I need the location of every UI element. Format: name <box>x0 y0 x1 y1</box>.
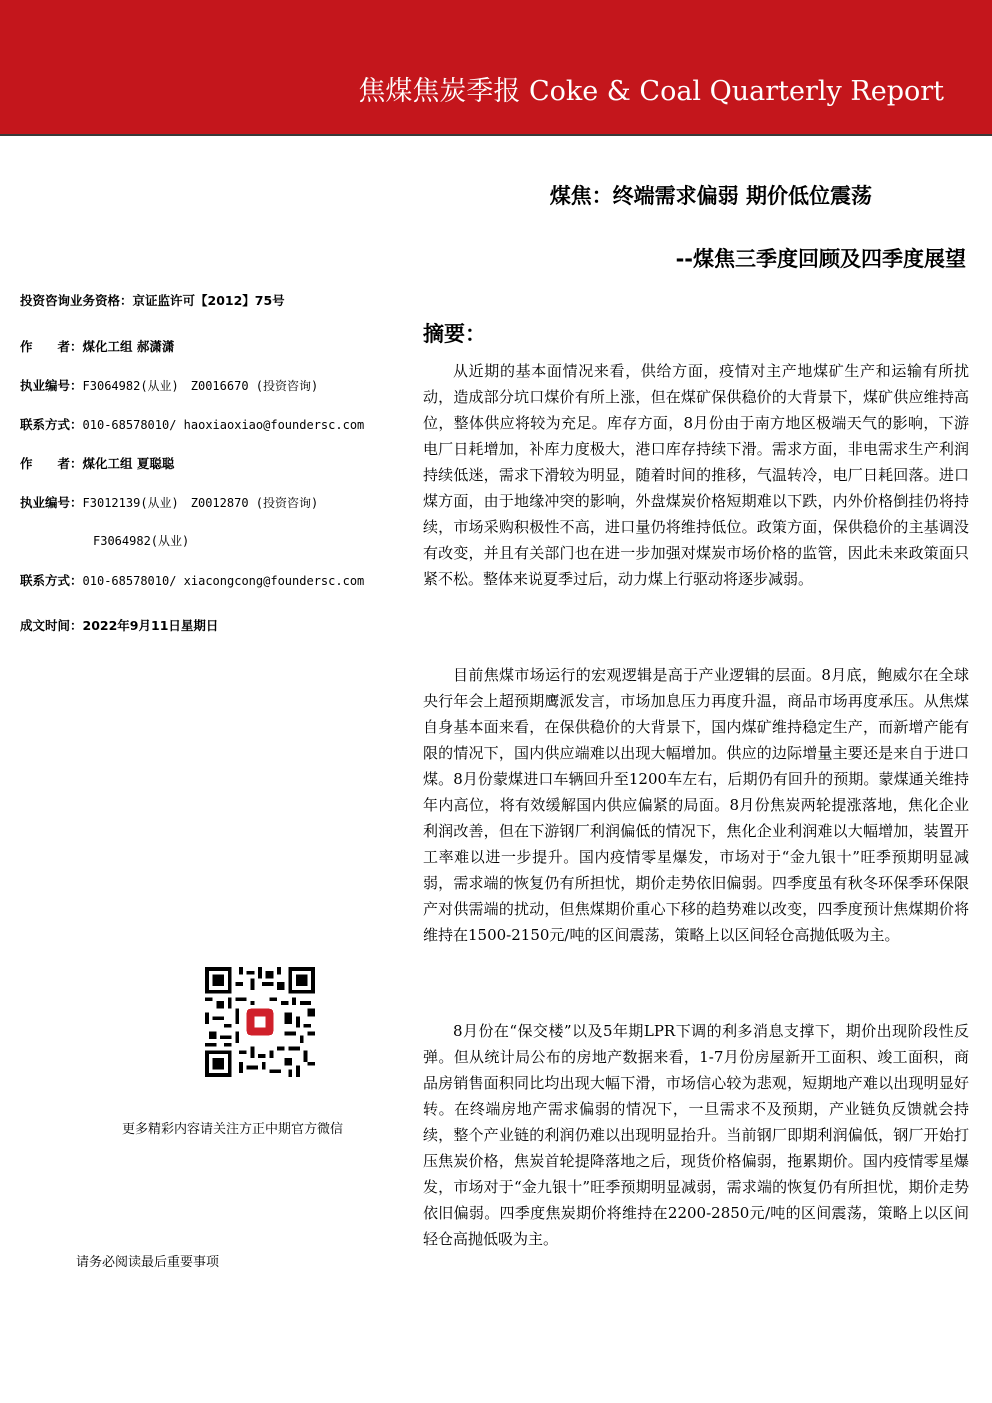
contact1-value: 010-68578010/ haoxiaoxiao@foundersc.com <box>82 418 365 432</box>
reg1-value: F3064982(从业) Z0016670 (投资咨询) <box>82 379 319 393</box>
qr-caption: 更多精彩内容请关注方正中期官方微信 <box>122 1122 344 1137</box>
summary-paragraph-3: 8月份在“保交楼”以及5年期LPR下调的利多消息支撑下，期价出现阶段性反弹。但从统计局公布的房地产数据来看，1-7月份房屋新开工面积、竣工面积，商品房销售面积同比均出现大幅下滑，市场信心较为悲观，短期地产难以出现明显好转。在终端房地产需求偏弱的情况下，一旦需求不及预期，产业链负反馈就会持续，整个产业链的利润仍难以出现明显抬升。当前钢厂即期利润偏低，钢厂开始打压焦炭价格，焦炭首轮提降落地之后，现货价格偏弱，拖累期价。国内疫情零星爆发，市场对于“金九银十”旺季预期明显减弱，需求端的恢复仍有所担忧，期价走势依旧偏弱。四季度焦炭期价将维持在2200-2850元/吨的区间震荡，策略上以区间轻仓高抛低吸为主。 <box>423 1022 969 1248</box>
author2-line <box>20 454 174 472</box>
license-line <box>20 291 285 309</box>
header-banner <box>0 0 992 136</box>
author1-line <box>20 337 174 355</box>
summary-title: 摘要： <box>423 322 486 346</box>
reg2-value: F3012139(从业) Z0012870 (投资咨询) <box>82 496 319 510</box>
reg1-label: 执业编号： <box>20 378 83 393</box>
contact1-line <box>20 415 364 433</box>
date-line <box>20 616 218 634</box>
wechat-qr-code-icon <box>205 967 315 1077</box>
report-series-title: 焦煤焦炭季报 Coke & Coal Quarterly Report <box>358 76 944 107</box>
date-label: 成文时间： <box>20 618 83 633</box>
contact2-label: 联系方式： <box>20 573 83 588</box>
report-headline: 煤焦：终端需求偏弱 期价低位震荡 <box>549 184 872 208</box>
contact2-value: 010-68578010/ xiacongcong@foundersc.com <box>82 574 365 588</box>
author2-label: 作 者： <box>20 456 83 471</box>
author2-value: 煤化工组 夏聪聪 <box>82 456 175 471</box>
reg2-line <box>20 493 318 511</box>
report-subheadline: --煤焦三季度回顾及四季度展望 <box>675 247 966 271</box>
contact2-line <box>20 571 364 589</box>
author1-value: 煤化工组 郝潇潇 <box>82 339 175 354</box>
summary-paragraph-2: 目前焦煤市场运行的宏观逻辑是高于产业逻辑的层面。8月底，鲍威尔在全球央行年会上超预期鹰派发言，市场加息压力再度升温，商品市场再度承压。从焦煤自身基本面来看，在保供稳价的大背景下，国内煤矿维持稳定生产，而新增产能有限的情况下，国内供应端难以出现大幅增加。供应的边际增量主要还是来自于进口煤。8月份蒙煤进口车辆回升至1200车左右，后期仍有回升的预期。蒙煤通关维持年内高位，将有效缓解国内供应偏紧的局面。8月份焦炭两轮提涨落地，焦化企业利润改善，但在下游钢厂利润偏低的情况下，焦化企业利润难以大幅增加，装置开工率难以进一步提升。国内疫情零星爆发，市场对于“金九银十”旺季预期明显减弱，需求端的恢复仍有所担忧，期价走势依旧偏弱。四季度虽有秋冬环保季环保限产对供需端的扰动，但焦煤期价重心下移的趋势难以改变，四季度预计焦煤期价将维持在1500-2150元/吨的区间震荡，策略上以区间轻仓高抛低吸为主。 <box>423 666 969 944</box>
reg2-label: 执业编号： <box>20 495 83 510</box>
reg2-extra-value: F3064982(从业) <box>93 534 190 548</box>
reg1-line <box>20 376 318 394</box>
disclaimer-note: 请务必阅读最后重要事项 <box>76 1255 220 1270</box>
author1-label: 作 者： <box>20 339 83 354</box>
reg2-extra-line <box>93 532 189 549</box>
summary-paragraph-1: 从近期的基本面情况来看，供给方面，疫情对主产地煤矿生产和运输有所扰动，造成部分坑口煤价有所上涨，但在煤矿保供稳价的大背景下，煤矿供应维持高位，整体供应将较为充足。库存方面，8月份由于南方地区极端天气的影响，下游电厂日耗增加，补库力度极大，港口库存持续下滑。需求方面，非电需求生产利润持续低迷，需求下滑较为明显，随着时间的推移，气温转冷，电厂日耗回落。进口煤方面，由于地缘冲突的影响，外盘煤炭价格短期难以下跌，内外价格倒挂仍将持续，市场采购积极性不高，进口量仍将维持低位。政策方面，保供稳价的主基调没有改变，并且有关部门也在进一步加强对煤炭市场价格的监管，因此未来政策面只紧不松。整体来说夏季过后，动力煤上行驱动将逐步减弱。 <box>423 362 969 588</box>
date-value: 2022年9月11日星期日 <box>82 618 219 633</box>
license-text: 投资咨询业务资格：京证监许可【2012】75号 <box>20 293 285 308</box>
contact1-label: 联系方式： <box>20 417 83 432</box>
header-divider <box>0 134 992 136</box>
